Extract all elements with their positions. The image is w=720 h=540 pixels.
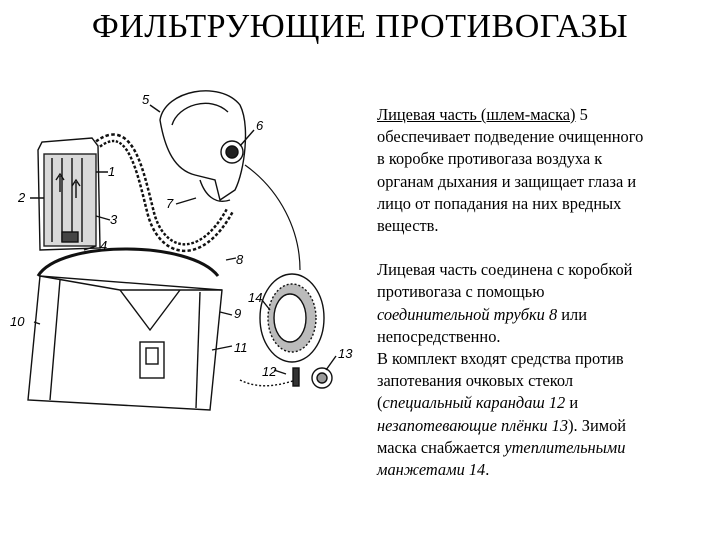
callout-6: 6: [256, 118, 264, 133]
callout-4: 4: [100, 238, 108, 253]
paragraph-3-line-4: незапотевающие плёнки 13). Зимой: [377, 415, 627, 435]
callout-7: 7: [166, 196, 174, 211]
paragraph-3-line-6: манжетами 14.: [377, 460, 490, 480]
mask-bag: [28, 249, 222, 410]
callout-1: 1: [108, 164, 116, 179]
paragraph-1-line-3: в коробке противогаза воздуха к: [377, 149, 603, 169]
callout-13: 13: [338, 346, 353, 361]
page-title: ФИЛЬТРУЮЩИЕ ПРОТИВОГАЗЫ: [91, 8, 629, 45]
paragraph-3-line-2: запотевания очковых стекол: [377, 371, 574, 391]
paragraph-1-line-1: Лицевая часть (шлем-маска) 5: [377, 105, 588, 124]
paragraph-2-line-4: непосредственно.: [377, 326, 501, 346]
callout-3: 3: [110, 212, 118, 227]
helmet-mask: [160, 91, 245, 201]
callout-10: 10: [10, 314, 25, 329]
callout-5: 5: [142, 92, 150, 107]
paragraph-3-line-3: (специальный карандаш 12 и: [377, 393, 579, 413]
paragraph-2-line-2: противогаза с помощью: [377, 282, 545, 302]
paragraph-1-line-6: веществ.: [377, 216, 439, 236]
description-text: [377, 104, 707, 481]
paragraph-2-line-3: соединительной трубки 8 или: [377, 304, 587, 324]
paragraph-3-line-5: маска снабжается утеплительными: [377, 437, 626, 457]
callout-12: 12: [262, 364, 277, 379]
paragraph-1-line-2: обеспечивает подведение очищенного: [377, 127, 644, 147]
callout-9: 9: [234, 306, 242, 321]
paragraph-3-line-1: В комплект входят средства против: [377, 349, 624, 369]
callout-2: 2: [18, 190, 26, 205]
paragraph-1-line-5: лицо от попадания на них вредных: [377, 193, 622, 213]
gas-mask-illustration: [0, 80, 372, 520]
face-part-term: Лицевая часть (шлем-маска): [377, 105, 576, 124]
antifog-ring: [260, 274, 324, 362]
callout-11: 11: [234, 340, 248, 355]
callout-8: 8: [236, 252, 244, 267]
callout-14: 14: [248, 290, 263, 305]
filter-canister: [38, 138, 100, 250]
paragraph-2-line-1: Лицевая часть соединена с коробкой: [377, 260, 633, 280]
paragraph-1-line-4: органам дыхания и защищает глаза и: [377, 171, 637, 191]
